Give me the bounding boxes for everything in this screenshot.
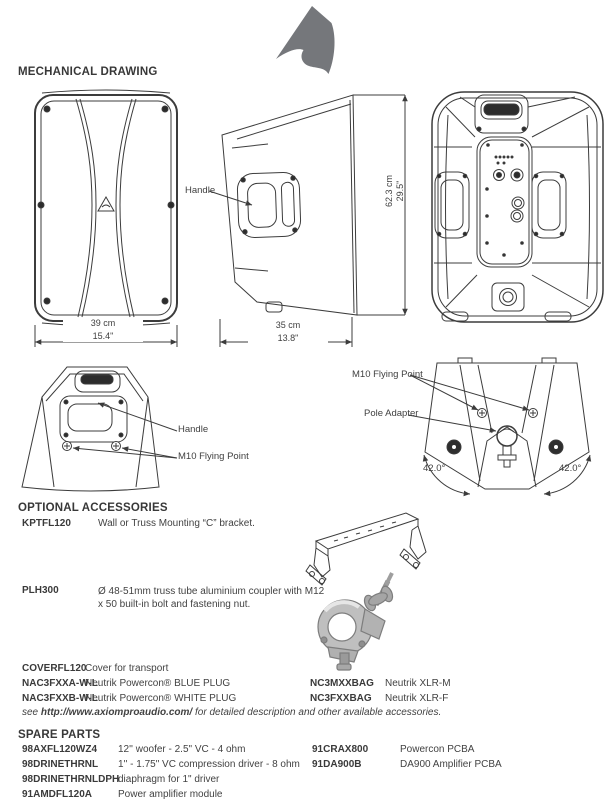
part-code: 91DA900B — [312, 759, 362, 770]
depth-cm: 35 cm — [248, 320, 328, 331]
angle-label-left: 42.0° — [423, 463, 446, 474]
part-code: KPTFL120 — [22, 518, 71, 529]
side-handle — [237, 172, 301, 238]
website-link[interactable]: http://www.axiomproaudio.com/ — [40, 707, 193, 718]
spare-parts-title: SPARE PARTS — [18, 729, 101, 741]
front-width-cm: 39 cm — [63, 318, 143, 329]
note-suffix: for detailed description and other available accessories. — [192, 707, 442, 718]
website-note — [22, 707, 441, 718]
plh300-clamp-photo — [318, 573, 395, 670]
accessory-illustrations — [300, 505, 460, 675]
part-code: NAC3FXXA-W-L — [22, 678, 98, 689]
part-desc: Power amplifier module — [118, 789, 223, 800]
part-code: 98AXFL120WZ4 — [22, 744, 98, 755]
part-code: 98DRINETHRNL — [22, 759, 99, 770]
rear-top-handle — [475, 95, 528, 133]
part-code: 98DRINETHRNLDPH — [22, 774, 120, 785]
height-dimension — [384, 148, 406, 234]
part-desc: Cover for transport — [85, 663, 169, 674]
part-desc: DA900 Amplifier PCBA — [400, 759, 502, 770]
part-code: COVERFL120 — [22, 663, 87, 674]
part-code: NAC3FXXB-W-L — [22, 693, 98, 704]
front-view-drawing — [35, 90, 177, 347]
part-desc: diaphragm for 1" driver — [118, 774, 220, 785]
handle-label-top: Handle — [178, 424, 209, 435]
note-prefix: see — [22, 707, 41, 718]
depth-in: 13.8" — [248, 333, 328, 344]
part-desc: Neutrik Powercon® WHITE PLUG — [85, 693, 237, 704]
front-width-in: 15.4" — [63, 331, 143, 342]
top-view-drawing — [22, 367, 177, 491]
m10-label-bottom: M10 Flying Point — [352, 369, 423, 380]
part-code: 91AMDFL120A — [22, 789, 93, 800]
side-view-drawing — [209, 95, 405, 347]
rear-pole-cup — [492, 283, 524, 311]
part-code: 91CRAX800 — [312, 744, 369, 755]
rear-amp-panel — [477, 137, 532, 267]
height-cm: 62.3 cm — [384, 175, 394, 208]
mechanical-drawings-canvas — [10, 85, 606, 497]
part-code: PLH300 — [22, 585, 59, 596]
part-desc: Ø 48-51mm truss tube aluminium coupler with M12 x 50 built-in bolt and fastening nut. — [98, 586, 325, 610]
axiom-logo — [274, 6, 348, 74]
handle-label-side: Handle — [185, 185, 216, 196]
part-desc: Neutrik Powercon® BLUE PLUG — [85, 678, 231, 689]
angle-label-right: 42.0° — [559, 463, 582, 474]
rear-view-drawing — [432, 92, 603, 322]
mechanical-drawing-title: MECHANICAL DRAWING — [18, 66, 158, 78]
part-desc: Neutrik XLR-F — [385, 693, 449, 704]
part-desc: Wall or Truss Mounting “C” bracket. — [98, 518, 255, 529]
part-desc: Neutrik XLR-M — [385, 678, 451, 689]
rear-side-handles — [435, 172, 566, 238]
optional-accessories-title: OPTIONAL ACCESSORIES — [18, 502, 168, 514]
c-bracket-drawing — [306, 513, 426, 585]
part-code: NC3FXXBAG — [310, 693, 372, 704]
part-code: NC3MXXBAG — [310, 678, 374, 689]
m10-label-top: M10 Flying Point — [178, 451, 249, 462]
part-desc: 12'' woofer - 2.5" VC - 4 ohm — [118, 744, 246, 755]
part-desc: 1'' - 1.75" VC compression driver - 8 ohm — [118, 759, 300, 770]
part-desc: Powercon PCBA — [400, 744, 475, 755]
height-in: 29.5" — [395, 180, 405, 202]
pole-adapter-label: Pole Adapter — [364, 408, 419, 419]
